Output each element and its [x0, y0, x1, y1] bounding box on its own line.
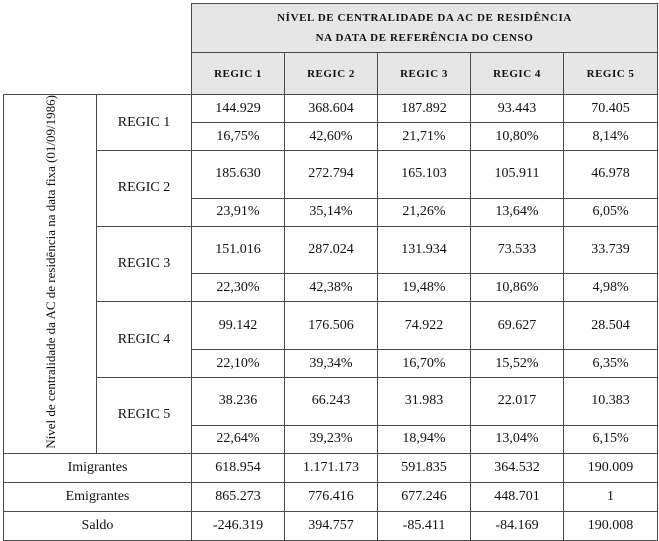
- value-cell: 131.934: [378, 226, 471, 274]
- table-row: [4, 226, 658, 274]
- percent-cell: 6,15%: [564, 425, 658, 453]
- summary-value-cell: 618.954: [192, 453, 285, 482]
- column-header-regic-3: REGIC 3: [378, 53, 471, 95]
- table-title: [192, 4, 658, 53]
- percent-cell: 13,64%: [471, 198, 564, 226]
- value-cell: 46.978: [564, 151, 658, 199]
- table-row: [4, 302, 658, 350]
- summary-value-cell: 865.273: [192, 482, 285, 511]
- percent-cell: 21,71%: [378, 123, 471, 151]
- percent-cell: 22,64%: [192, 425, 285, 453]
- column-header-regic-2: REGIC 2: [285, 53, 378, 95]
- table-row: [4, 151, 658, 199]
- percent-cell: 6,05%: [564, 198, 658, 226]
- percent-cell: 39,23%: [285, 425, 378, 453]
- percent-cell: 42,38%: [285, 274, 378, 302]
- percent-cell: 39,34%: [285, 350, 378, 378]
- summary-value-cell: 448.701: [471, 482, 564, 511]
- percent-cell: 23,91%: [192, 198, 285, 226]
- value-cell: 74.922: [378, 302, 471, 350]
- value-cell: 70.405: [564, 95, 658, 123]
- value-cell: 187.892: [378, 95, 471, 123]
- value-cell: 69.627: [471, 302, 564, 350]
- row-label-regic-2: REGIC 2: [97, 151, 192, 227]
- percent-cell: 35,14%: [285, 198, 378, 226]
- title-line-1: NÍVEL DE CENTRALIDADE DA AC DE RESIDÊNCIA: [277, 12, 572, 24]
- percent-cell: 18,94%: [378, 425, 471, 453]
- value-cell: 176.506: [285, 302, 378, 350]
- migration-table: [3, 3, 658, 541]
- percent-cell: 42,60%: [285, 123, 378, 151]
- summary-value-cell: 591.835: [378, 453, 471, 482]
- value-cell: 73.533: [471, 226, 564, 274]
- side-label: [4, 95, 97, 454]
- value-cell: 272.794: [285, 151, 378, 199]
- percent-cell: 22,10%: [192, 350, 285, 378]
- value-cell: 33.739: [564, 226, 658, 274]
- value-cell: 66.243: [285, 378, 378, 426]
- percent-cell: 22,30%: [192, 274, 285, 302]
- value-cell: 28.504: [564, 302, 658, 350]
- percent-cell: 10,86%: [471, 274, 564, 302]
- table-row: [4, 95, 658, 123]
- percent-cell: 13,04%: [471, 425, 564, 453]
- summary-value-cell: -85.411: [378, 511, 471, 540]
- column-header-regic-4: REGIC 4: [471, 53, 564, 95]
- row-label-regic-5: REGIC 5: [97, 378, 192, 454]
- summary-label-imigrantes: Imigrantes: [4, 453, 192, 482]
- value-cell: 144.929: [192, 95, 285, 123]
- value-cell: 38.236: [192, 378, 285, 426]
- blank-corner: [4, 4, 192, 53]
- percent-cell: 15,52%: [471, 350, 564, 378]
- value-cell: 151.016: [192, 226, 285, 274]
- row-label-regic-4: REGIC 4: [97, 302, 192, 378]
- summary-value-cell: -246.319: [192, 511, 285, 540]
- percent-cell: 6,35%: [564, 350, 658, 378]
- value-cell: 10.383: [564, 378, 658, 426]
- value-cell: 99.142: [192, 302, 285, 350]
- value-cell: 165.103: [378, 151, 471, 199]
- row-label-regic-3: REGIC 3: [97, 226, 192, 302]
- summary-row: [4, 482, 658, 511]
- row-label-regic-1: REGIC 1: [97, 95, 192, 151]
- column-header-regic-5: REGIC 5: [564, 53, 658, 95]
- summary-value-cell: -84.169: [471, 511, 564, 540]
- percent-cell: 16,70%: [378, 350, 471, 378]
- side-label-text: Nível de centralidade da AC de residência na data fixa (01/09/1986): [42, 95, 58, 449]
- percent-cell: 8,14%: [564, 123, 658, 151]
- value-cell: 287.024: [285, 226, 378, 274]
- blank-corner-2: [4, 53, 192, 95]
- percent-cell: 10,80%: [471, 123, 564, 151]
- summary-label-saldo: Saldo: [4, 511, 192, 540]
- value-cell: 185.630: [192, 151, 285, 199]
- table-row: [4, 378, 658, 426]
- value-cell: 105.911: [471, 151, 564, 199]
- percent-cell: 4,98%: [564, 274, 658, 302]
- summary-value-cell: 1.171.173: [285, 453, 378, 482]
- percent-cell: 16,75%: [192, 123, 285, 151]
- summary-value-cell: 677.246: [378, 482, 471, 511]
- percent-cell: 19,48%: [378, 274, 471, 302]
- value-cell: 31.983: [378, 378, 471, 426]
- value-cell: 22.017: [471, 378, 564, 426]
- summary-value-cell: 1: [564, 482, 658, 511]
- summary-value-cell: 190.009: [564, 453, 658, 482]
- title-line-2: NA DATA DE REFERÊNCIA DO CENSO: [315, 32, 534, 44]
- summary-row: [4, 453, 658, 482]
- column-header-regic-1: REGIC 1: [192, 53, 285, 95]
- summary-value-cell: 394.757: [285, 511, 378, 540]
- summary-value-cell: 190.008: [564, 511, 658, 540]
- value-cell: 93.443: [471, 95, 564, 123]
- percent-cell: 21,26%: [378, 198, 471, 226]
- summary-value-cell: 364.532: [471, 453, 564, 482]
- summary-label-emigrantes: Emigrantes: [4, 482, 192, 511]
- value-cell: 368.604: [285, 95, 378, 123]
- summary-value-cell: 776.416: [285, 482, 378, 511]
- summary-row: [4, 511, 658, 540]
